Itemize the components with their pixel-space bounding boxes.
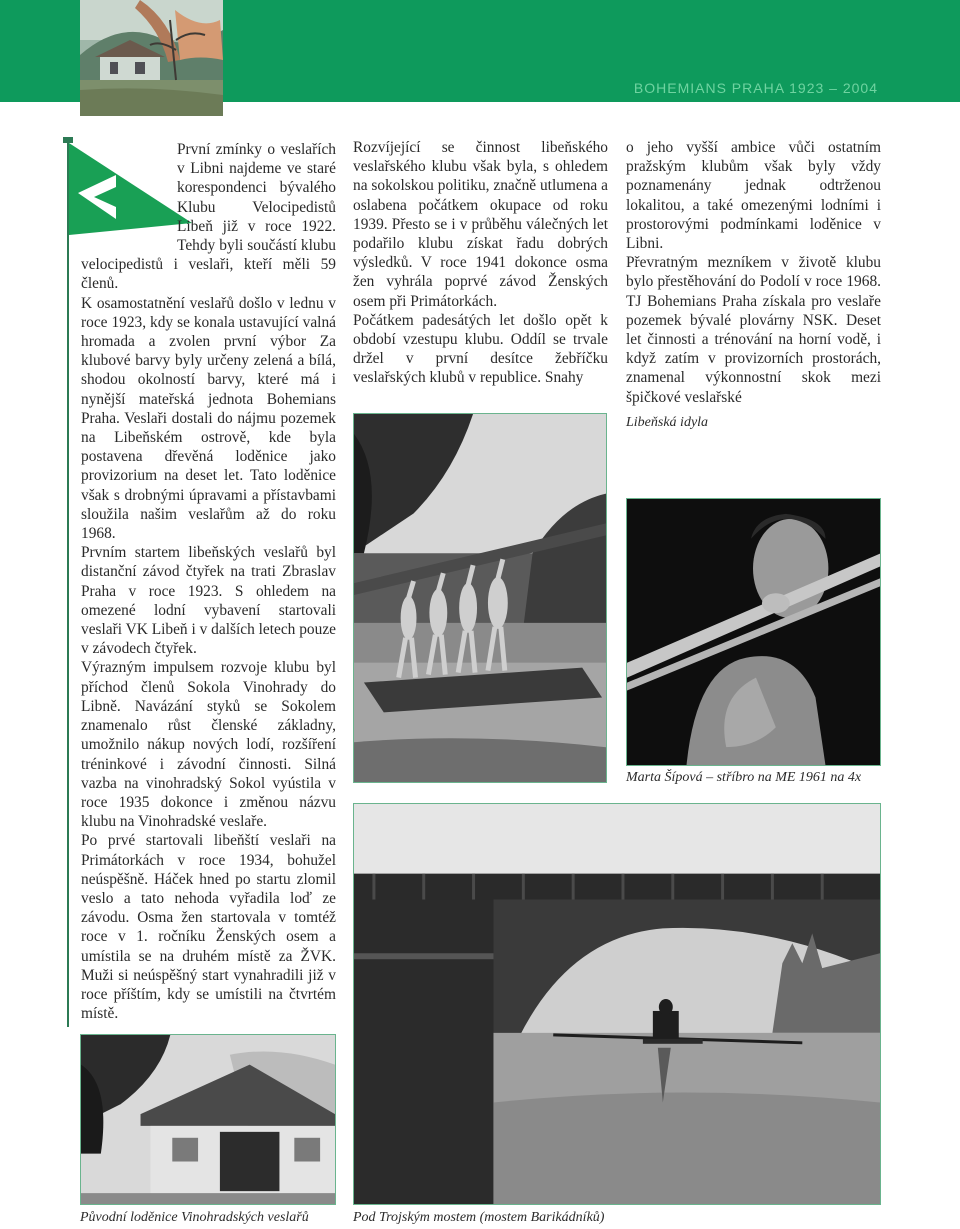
flag-spacer [81,140,177,244]
paragraph: Po prvé startovali libeňští veslaři na Primátorkách v roce 1934, bohužel neúspěšně. Háček hned po startu zlomil veslo a tato nehoda vyřadila loď ze závodu. Osma žen startovala v tomtéž roce v 1. ročníku Ženských osem a umístila se na druhém místě za ŽVK. Muži si neúspěšný start vynahradili již v roce příštím, kdy se umístili na čtvrtém místě. [81,832,336,1023]
paragraph: Převratným mezníkem v životě klubu bylo přestěhování do Podolí v roce 1968. TJ Bohemians Praha získala pro veslaře pozemek bývalé plovárny NSK. Deset let činnosti a trénování na horní vodě, i když zatím v provizorních prostorách, znamenal výkonnostní skok mezi špičkové veslařské [626,254,881,406]
original-boathouse-photo [80,1034,336,1205]
article-column-1 [81,140,336,1023]
marta-sipova-portrait-photo [626,498,881,766]
paragraph: Výrazným impulsem rozvoje klubu byl příchod členů Sokola Vinohrady do Libně. Navázání styků se Sokolem znamenalo růst členské základny, umožnilo nákup nových lodí, rozšíření tréninkové i závodní činnosti. Silná vazba na vinohradský Sokol vyústila v roce 1935 dokonce i změnou názvu klubu na Vinohradské veslaře. [81,659,336,831]
rowers-carrying-boat-photo [353,413,607,783]
paragraph: Počátkem padesátých let došlo opět k období vzestupu klubu. Oddíl se trvale držel v první desítce žebříčku veslařských klubů v republice. Snahy [353,311,608,387]
paragraph: Rozvíjející se činnost libeňského veslařského klubu však byla, s ohledem na sokolskou politiku, značně utlumena a oslabena počátkem okupace od roku 1939. Přesto se i v průběhu válečných let podařilo klubu získat řadu dobrých výsledků. V roce 1941 dokonce osma žen vyhrála poprvé závod Ženských osem při Primátorkách. [353,139,608,310]
caption-trojsky-most: Pod Trojským mostem (mostem Barikádníků) [353,1210,605,1225]
trojsky-bridge-photo [353,803,881,1205]
paragraph: První zmínky o veslařích v Libni najdeme ve staré korespondenci bývalého Klubu Velocipedistů Libeň již v roce 1922. Tehdy byli součástí klubu velocipedistů i veslaři, kteří měli 59 členů. [81,141,336,293]
header-title: BOHEMIANS PRAHA 1923 – 2004 [633,80,878,96]
boathouse-painting [80,0,223,116]
caption-puvodni-lodenice: Původní loděnice Vinohradských veslařů [80,1210,309,1225]
article-column-3 [626,138,881,407]
paragraph: K osamostatnění veslařů došlo v lednu v roce 1923, kdy se konala ustavující valná hromada a zvolen první výbor Za klubové barvy byly určeny zelená a bílá, shodou okolností barvy, které má i nynější mateřská jednota Bohemians Praha. Veslaři dostali do nájmu pozemek na Libeňském ostrově, kde byla postavena dřevěná loděnice jako provizorium na deset let. Tato loděnice však s drobnými úpravami a přístavbami sloužila našim veslařům až do roku 1968. [81,294,336,543]
paragraph: o jeho vyšší ambice vůči ostatním pražským klubům však byly vždy poznamenány jednak odtrženou lokalitou, a také omezenými lodními i prostorovými podmínkami loděnice v Libni. [626,139,881,253]
caption-libenska-idyla: Libeňská idyla [626,415,709,430]
paragraph: Prvním startem libeňských veslařů byl distanční závod čtyřek na trati Zbraslav Praha v roce 1923. S ohledem na omezené lodní vybavení startovali veslaři VK Libeň i v dalších letech pouze v závodech čtyřek. [81,544,336,658]
caption-marta-sipova: Marta Šípová – stříbro na ME 1961 na 4x [626,770,862,785]
article-column-2 [353,138,608,388]
